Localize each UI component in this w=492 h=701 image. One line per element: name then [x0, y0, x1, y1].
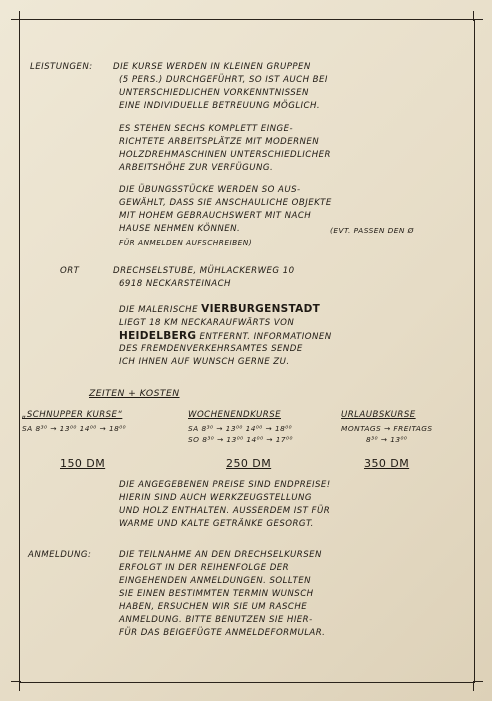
city-name: HEIDELBERG [119, 330, 197, 342]
text-line: UNTERSCHIEDLICHEN VORKENNTNISSEN [119, 88, 309, 98]
text-line: HAUSE NEHMEN KÖNNEN. [119, 224, 241, 234]
ort-label: ORT [60, 266, 80, 276]
text-segment: ENTFERNT. INFORMATIONEN [199, 332, 332, 342]
text-line: UND HOLZ ENTHALTEN. AUSSERDEM IST FÜR [119, 506, 331, 516]
town-name: VIERBURGENSTADT [201, 303, 321, 315]
course-time: MONTAGS → FREITAGS [341, 424, 433, 433]
text-line: DIE ANGEGEBENEN PREISE SIND ENDPREISE! [119, 480, 331, 490]
text-line: FÜR DAS BEIGEFÜGTE ANMELDEFORMULAR. [119, 628, 326, 638]
text-line: GEWÄHLT, DASS SIE ANSCHAULICHE OBJEKTE [119, 198, 332, 208]
text-line: DIE KURSE WERDEN IN KLEINEN GRUPPEN [113, 62, 311, 72]
corner-mark [473, 11, 474, 21]
text-line: LIEGT 18 KM NECKARAUFWÄRTS VON [119, 318, 295, 328]
note-line: FÜR ANMELDEN AUFSCHREIBEN) [119, 238, 253, 247]
address-line: DRECHSELSTUBE, MÜHLACKERWEG 10 [113, 266, 295, 276]
text-line: HOLZDREHMASCHINEN UNTERSCHIEDLICHER [119, 150, 331, 160]
text-line: EINGEHENDEN ANMELDUNGEN. SOLLTEN [119, 576, 311, 586]
price: 350 DM [364, 457, 410, 470]
text-line: ANMELDUNG. BITTE BENUTZEN SIE HIER- [119, 615, 313, 625]
text-line: ARBEITSHÖHE ZUR VERFÜGUNG. [119, 163, 274, 173]
text-line: DES FREMDENVERKEHRSAMTES SENDE [119, 344, 303, 354]
course-time: SO 8³⁰ → 13⁰⁰ 14⁰⁰ → 17⁰⁰ [188, 435, 293, 444]
address-line: 6918 NECKARSTEINACH [119, 279, 231, 289]
text-line: HABEN, ERSUCHEN WIR SIE UM RASCHE [119, 602, 308, 612]
price: 250 DM [226, 457, 272, 470]
course-title: WOCHENENDKURSE [188, 410, 281, 420]
text-line: DIE TEILNAHME AN DEN DRECHSELKURSEN [119, 550, 322, 560]
text-line: EINE INDIVIDUELLE BETREUUNG MÖGLICH. [119, 101, 321, 111]
text-line [119, 331, 332, 344]
corner-mark [473, 681, 474, 691]
course-time: 8³⁰ → 13⁰⁰ [366, 435, 408, 444]
text-line: ERFOLGT IN DER REIHENFOLGE DER [119, 563, 290, 573]
course-title: „SCHNUPPER KURSE“ [22, 410, 123, 420]
corner-mark [473, 19, 483, 20]
corner-mark [473, 681, 483, 682]
text-line: DIE ÜBUNGSSTÜCKE WERDEN SO AUS- [119, 185, 301, 195]
text-line: ICH IHNEN AUF WUNSCH GERNE ZU. [119, 357, 290, 367]
text-line: (5 PERS.) DURCHGEFÜHRT, SO IST AUCH BEI [119, 75, 328, 85]
text-segment: DIE MALERISCHE [119, 305, 198, 315]
corner-mark [19, 681, 20, 691]
text-line: WARME UND KALTE GETRÄNKE GESORGT. [119, 519, 314, 529]
text-line: HIERIN SIND AUCH WERKZEUGSTELLUNG [119, 493, 312, 503]
text-line: SIE EINEN BESTIMMTEN TERMIN WUNSCH [119, 589, 314, 599]
corner-mark [19, 11, 20, 21]
section-heading: ZEITEN + KOSTEN [89, 388, 180, 399]
text-line: MIT HOHEM GEBRAUCHSWERT MIT NACH [119, 211, 312, 221]
note-line: (EVT. PASSEN DEN Ø [330, 226, 414, 235]
course-time: SA 8³⁰ → 13⁰⁰ 14⁰⁰ → 18⁰⁰ [188, 424, 293, 433]
text-line [119, 304, 320, 317]
anmeldung-label: ANMELDUNG: [28, 550, 92, 560]
course-title: URLAUBSKURSE [341, 410, 416, 420]
text-line: RICHTETE ARBEITSPLÄTZE MIT MODERNEN [119, 137, 320, 147]
text-line: ES STEHEN SECHS KOMPLETT EINGE- [119, 124, 294, 134]
leistungen-label: LEISTUNGEN: [30, 62, 93, 72]
price: 150 DM [60, 457, 106, 470]
course-time: SA 8³⁰ → 13⁰⁰ 14⁰⁰ → 18⁰⁰ [22, 424, 127, 433]
